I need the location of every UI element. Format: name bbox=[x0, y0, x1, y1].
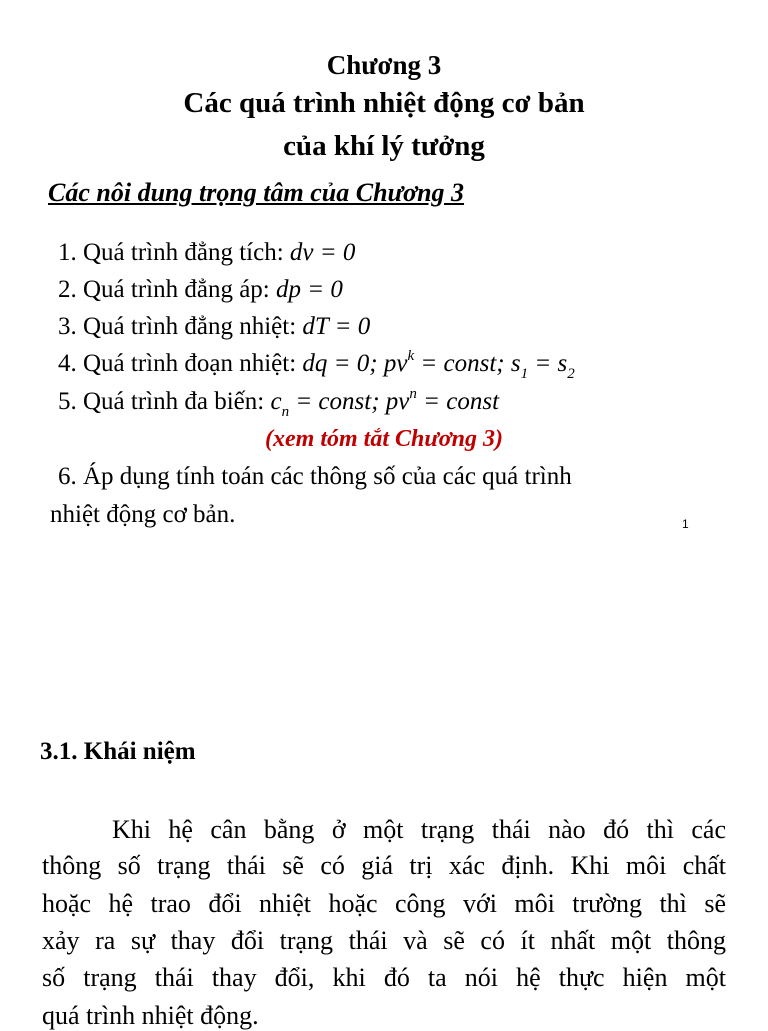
list-item-text: 5. Quá trình đa biến: bbox=[58, 388, 271, 415]
formula-superscript: n bbox=[409, 386, 417, 402]
paragraph-line: thông số trạng thái sẽ có giá trị xác định. Khi môi chất bbox=[42, 851, 726, 880]
paragraph-line: quá trình nhiệt động. bbox=[42, 1001, 259, 1030]
list-item bbox=[58, 313, 370, 341]
formula-subscript: 2 bbox=[567, 366, 575, 382]
paragraph-line: xảy ra sự thay đổi trạng thái và sẽ có ít nhất một thông bbox=[42, 926, 726, 955]
summary-note: (xem tóm tắt Chương 3) bbox=[265, 426, 503, 452]
formula-part: c bbox=[270, 388, 282, 415]
formula-part: = const; pv bbox=[289, 388, 410, 415]
list-item-text: 2. Quá trình đẳng áp: bbox=[58, 276, 277, 303]
paragraph-line: Khi hệ cân bằng ở một trạng thái nào đó thì các bbox=[112, 815, 726, 844]
paragraph-line: hoặc hệ trao đổi nhiệt hoặc công với môi trường thì sẽ bbox=[42, 889, 726, 918]
formula: dv = 0 bbox=[289, 239, 356, 266]
formula-superscript: k bbox=[407, 348, 415, 364]
list-item-6-line-1: 6. Áp dụng tính toán các thông số của các quá trình bbox=[58, 463, 572, 490]
chapter-label: Chương 3 bbox=[326, 50, 442, 80]
list-item bbox=[58, 386, 500, 420]
formula-subscript: n bbox=[281, 404, 290, 420]
list-item bbox=[58, 348, 575, 382]
formula-part: = const bbox=[416, 388, 500, 415]
formula-part: = const; s bbox=[414, 350, 521, 377]
chapter-title-line-1: Các quá trình nhiệt động cơ bản bbox=[183, 87, 585, 119]
section-heading: 3.1. Khái niệm bbox=[40, 738, 196, 765]
list-item-text: 1. Quá trình đẳng tích: bbox=[58, 239, 290, 266]
list-item-text: 4. Quá trình đoạn nhiệt: bbox=[58, 350, 303, 377]
list-item bbox=[58, 276, 343, 304]
chapter-title-line-2: của khí lý tưởng bbox=[283, 130, 485, 162]
formula-part: dq = 0; pv bbox=[302, 350, 408, 377]
paragraph-line: số trạng thái thay đổi, khi đó ta nói hệ thực hiện một bbox=[42, 963, 726, 992]
formula-subscript: 1 bbox=[520, 366, 529, 382]
list-item-text: 3. Quá trình đẳng nhiệt: bbox=[58, 313, 303, 340]
list-item-6-line-2: nhiệt động cơ bản. bbox=[50, 501, 236, 528]
formula-part: = s bbox=[528, 350, 568, 377]
focus-heading: Các nôi dung trọng tâm của Chương 3 bbox=[48, 178, 465, 207]
list-item bbox=[58, 239, 355, 267]
formula: dT = 0 bbox=[302, 313, 371, 340]
formula: dp = 0 bbox=[276, 276, 343, 303]
slide-number: 1 bbox=[682, 517, 689, 531]
